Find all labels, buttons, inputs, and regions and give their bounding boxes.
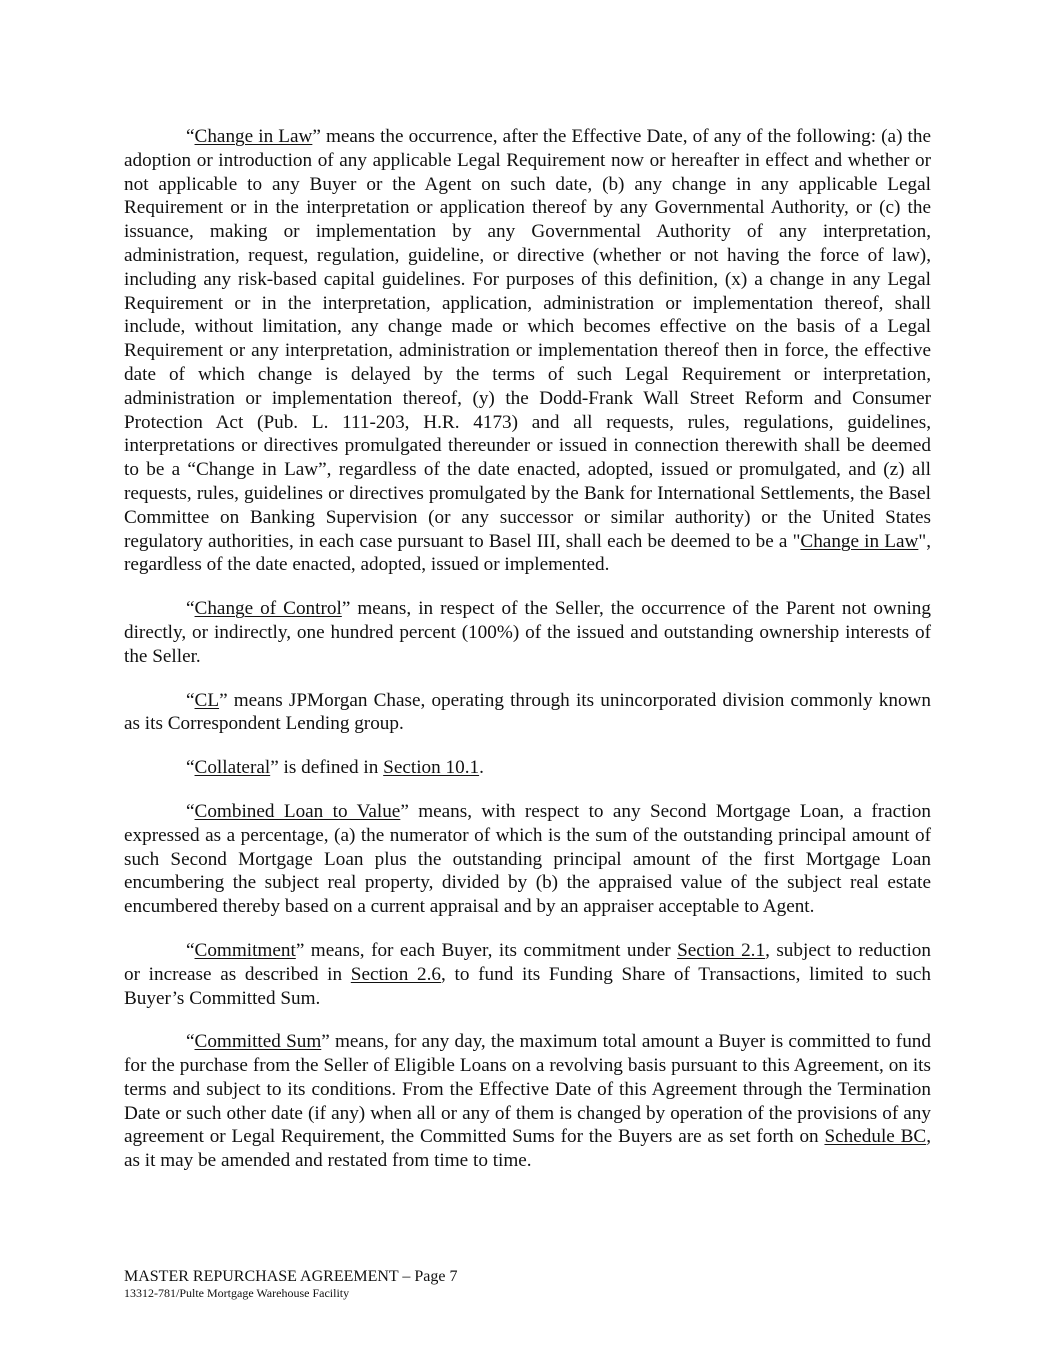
paragraph-text: ” means JPMorgan Chase, operating through its unincorporated division commonly known as its Correspondent Lending group. [124, 689, 931, 735]
defined-term: Combined Loan to Value [194, 800, 401, 822]
paragraph-text: “ [186, 126, 195, 147]
paragraph-text: “ [186, 1031, 195, 1053]
paragraph-text: , as it may be amended and restated from time to time. [124, 1126, 931, 1172]
definition-paragraph [124, 939, 931, 1010]
defined-term: CL [194, 689, 220, 711]
paragraph-text: “ [186, 800, 195, 822]
paragraph-text: ", regardless of the date enacted, adopted, issued or implemented. [124, 530, 931, 576]
defined-term: Section 2.6 [350, 963, 442, 985]
defined-term: Collateral [194, 757, 271, 779]
paragraph-text: “ [186, 598, 195, 620]
paragraph-text: , to fund its Funding Share of Transactions, limited to such Buyer’s Committed Sum. [124, 963, 931, 1009]
definition-paragraph [124, 689, 931, 737]
definition-paragraph [124, 1030, 931, 1173]
paragraph-text: ” means, for any day, the maximum total amount a Buyer is committed to fund for the purchase from the Seller of Eligible Loans on a revolving basis pursuant to this Agreement, on its terms and subject to its conditions. From the Effective Date of this Agreement through the Termination Date or such other date (if any) when all or any of them is changed by operation of the provisions of any agreement or Legal Requirement, the Committed Sums for the Buyers are as set forth on [124, 1031, 931, 1148]
paragraph-text: ” is defined in [270, 757, 384, 779]
defined-term: Change in Law [800, 530, 919, 552]
definition-paragraph [124, 800, 931, 919]
paragraph-text: , subject to reduction or increase as described in [124, 939, 931, 985]
paragraph-text: ” means, in respect of the Seller, the occurrence of the Parent not owning directly, or indirectly, one hundred percent (100%) of the issued and outstanding ownership interests of the Seller. [124, 598, 931, 667]
defined-term: Section 2.1 [677, 939, 766, 961]
paragraph-text: “ [186, 939, 195, 961]
defined-term: Commitment [194, 939, 296, 961]
footer-title: MASTER REPURCHASE AGREEMENT – Page 7 [124, 1268, 458, 1285]
paragraph-text: “ [186, 757, 195, 779]
paragraph-text: ” means, for each Buyer, its commitment under [295, 939, 678, 961]
defined-term: Section 10.1 [383, 757, 480, 779]
paragraph-text: ” means the occurrence, after the Effective Date, of any of the following: (a) the adoption or introduction of any applicable Legal Requirement now or hereafter in effect and whether or not applicable to any Buyer or the Agent on such date, (b) any change in any applicable Legal Requirement or in the interpretation or application thereof by any Governmental Authority, or (c) the issuance, making or implementation by any Governmental Authority of any interpretation, administration, request, regulation, guideline, or directive (whether or not having the force of law), including any risk-based capital guidelines. For purposes of this definition, (x) a change in any Legal Requirement or in the interpretation, application, administration or implementation thereof, shall include, without limitation, any change made or which becomes effective on the basis of a Legal Requirement or any interpretation, administration or implementation thereof then in force, the effective date of which change is delayed by the terms of such Legal Requirement or interpretation, administration or implementation thereof, (y) the Dodd-Frank Wall Street Reform and Consumer Protection Act (Pub. L. 111-203, H.R. 4173) and all requests, rules, regulations, guidelines, interpretations or directives promulgated thereunder or issued in connection therewith shall be deemed to be a “Change in Law”, regardless of the date enacted, adopted, issued or promulgated, and (z) all requests, rules, guidelines or directives promulgated by the Bank for International Settlements, the Basel Committee on Banking Supervision (or any successor or similar authority) or the United States regulatory authorities, in each case pursuant to Basel III, shall each be deemed to be a " [124, 126, 931, 552]
paragraph-text: “ [186, 689, 195, 711]
defined-term: Change in Law [194, 126, 313, 147]
paragraph-text: . [479, 757, 484, 779]
definition-paragraph [124, 597, 931, 668]
defined-term: Change of Control [194, 598, 342, 620]
defined-term: Committed Sum [194, 1031, 322, 1053]
paragraph-text: ” means, with respect to any Second Mortgage Loan, a fraction expressed as a percentage, (a) the numerator of which is the sum of the outstanding principal amount of such Second Mortgage Loan plus the outstanding principal amount of the first Mortgage Loan encumbering the subject real property, divided by (b) the appraised value of the subject real estate encumbered thereby based on a current appraisal and by an appraiser acceptable to Agent. [124, 800, 931, 918]
footer-subtitle: 13312-781/Pulte Mortgage Warehouse Facility [124, 1286, 350, 1300]
definition-paragraph [124, 756, 931, 780]
document-body [124, 125, 931, 1193]
page-footer [124, 1268, 458, 1300]
defined-term: Schedule BC [824, 1126, 927, 1148]
definition-paragraph [124, 125, 931, 577]
